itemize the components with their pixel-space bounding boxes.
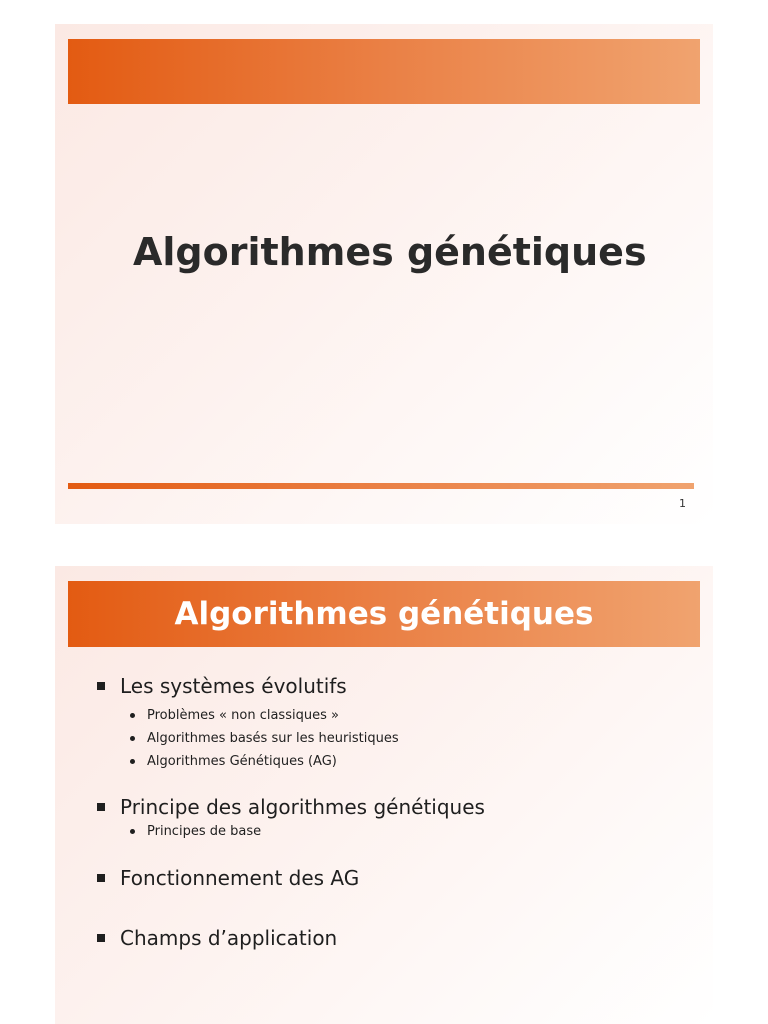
bullet-text: Les systèmes évolutifs	[120, 674, 347, 698]
square-bullet-icon	[97, 874, 105, 882]
round-bullet-icon	[130, 713, 135, 718]
slide-title: Algorithmes génétiques	[174, 596, 594, 632]
round-bullet-icon	[130, 829, 135, 834]
header-banner	[68, 39, 700, 104]
bullet-text: Champs d’application	[120, 926, 338, 950]
round-bullet-icon	[130, 736, 135, 741]
page-number: 1	[679, 497, 686, 510]
outline-slide	[55, 566, 713, 1024]
slide-title: Algorithmes génétiques	[133, 230, 647, 274]
bullet-item	[97, 926, 337, 950]
footer-divider	[68, 483, 694, 489]
bullet-item	[97, 866, 359, 890]
sub-bullet-item	[130, 754, 337, 769]
bullet-text: Fonctionnement des AG	[120, 866, 360, 890]
sub-bullet-text: Algorithmes basés sur les heuristiques	[147, 731, 399, 746]
bullet-item	[97, 674, 347, 698]
round-bullet-icon	[130, 759, 135, 764]
sub-bullet-text: Algorithmes Génétiques (AG)	[147, 754, 337, 769]
sub-bullet-text: Problèmes « non classiques »	[147, 708, 339, 723]
square-bullet-icon	[97, 934, 105, 942]
sub-bullet-item	[130, 731, 399, 746]
square-bullet-icon	[97, 803, 105, 811]
title-slide	[55, 24, 713, 524]
sub-bullet-item	[130, 708, 339, 723]
bullet-text: Principe des algorithmes génétiques	[120, 795, 485, 819]
bullet-item	[97, 795, 485, 819]
sub-bullet-text: Principes de base	[147, 824, 262, 839]
square-bullet-icon	[97, 682, 105, 690]
bullet-list	[55, 566, 713, 1024]
sub-bullet-item	[130, 824, 261, 839]
